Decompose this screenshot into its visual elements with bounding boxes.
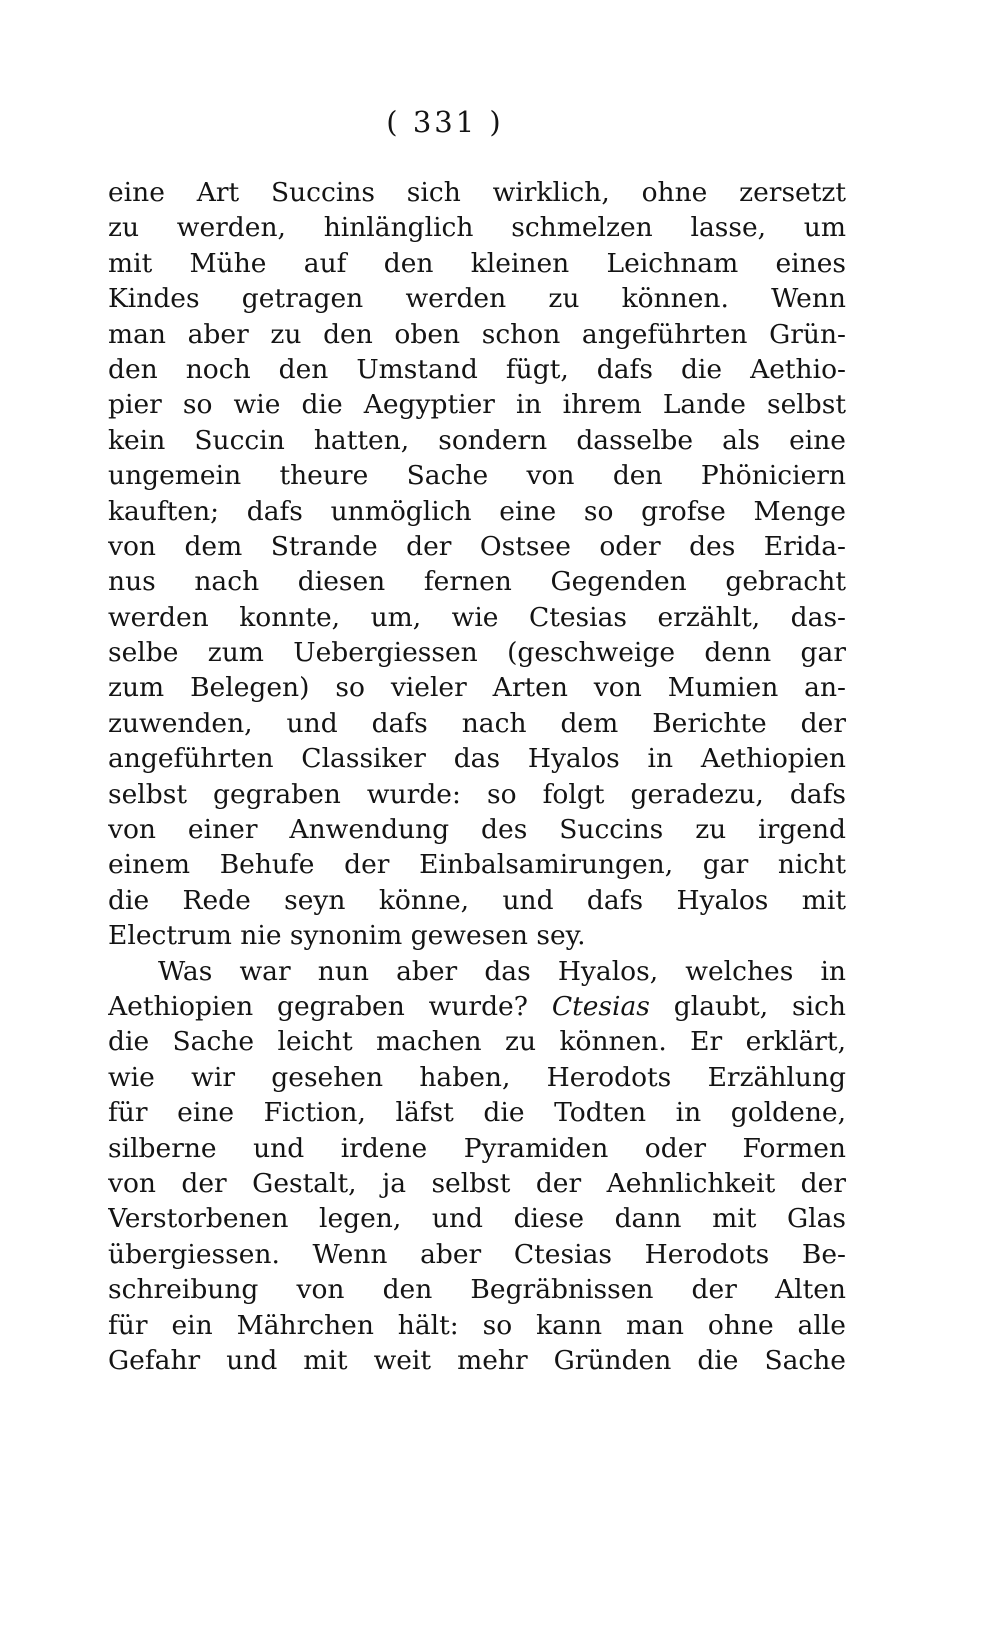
text-line: übergiessen. Wenn aber Ctesias Herodots Be-: [108, 1238, 846, 1270]
text-line: von der Gestalt, ja selbst der Aehnlichkeit der: [108, 1167, 846, 1199]
text-line: man aber zu den oben schon angeführten Grün-: [108, 318, 846, 350]
text-line: mit Mühe auf den kleinen Leichnam eines: [108, 247, 846, 279]
text-line: Kindes getragen werden zu können. Wenn: [108, 283, 846, 315]
text-line: von dem Strande der Ostsee oder des Erida-: [108, 530, 846, 562]
paragraph-2: [108, 954, 846, 1379]
text-line: ungemein theure Sache von den Phöniciern: [108, 460, 846, 492]
text-line: kauften; dafs unmöglich eine so grofse Menge: [108, 495, 846, 527]
text-line: die Rede seyn könne, und dafs Hyalos mit: [108, 884, 846, 916]
text-line: selbst gegraben wurde: so folgt geradezu, dafs: [108, 778, 846, 810]
text-line: den noch den Umstand fügt, dafs die Aethio-: [108, 353, 846, 385]
text-line: zum Belegen) so vieler Arten von Mumien an-: [108, 672, 846, 704]
text-line: zu werden, hinlänglich schmelzen lasse, um: [108, 212, 846, 244]
text-line: Electrum nie synonim gewesen sey.: [108, 920, 586, 952]
text-line: Gefahr und mit weit mehr Gründen die Sache: [108, 1344, 846, 1376]
text-line: selbe zum Uebergiessen (geschweige denn gar: [108, 637, 846, 669]
text-line: kein Succin hatten, sondern dasselbe als eine: [108, 424, 846, 456]
italic-name: Ctesias: [551, 990, 650, 1022]
page-number: ( 331 ): [386, 105, 504, 139]
text-line: für eine Fiction, läfst die Todten in goldene,: [108, 1097, 846, 1129]
text-line: von einer Anwendung des Succins zu irgend: [108, 814, 846, 846]
body-text: [108, 175, 846, 1378]
text-line: Verstorbenen legen, und diese dann mit Glas: [108, 1203, 846, 1235]
text-line: pier so wie die Aegyptier in ihrem Lande selbst: [108, 389, 846, 421]
text-line: schreibung von den Begräbnissen der Alten: [108, 1274, 846, 1306]
text-segment: Aethiopien gegraben wurde?: [108, 990, 528, 1022]
paragraph-1: [108, 175, 846, 954]
text-line: zuwenden, und dafs nach dem Berichte der: [108, 707, 846, 739]
text-line: angeführten Classiker das Hyalos in Aethiopien: [108, 743, 846, 775]
text-line: für ein Mährchen hält: so kann man ohne alle: [108, 1309, 846, 1341]
text-line: silberne und irdene Pyramiden oder Formen: [108, 1132, 846, 1164]
text-line-with-italic: [108, 989, 846, 1024]
text-segment: glaubt, sich: [673, 990, 846, 1022]
text-line: einem Behufe der Einbalsamirungen, gar nicht: [108, 849, 846, 881]
text-line: werden konnte, um, wie Ctesias erzählt, das-: [108, 601, 846, 633]
text-line: eine Art Succins sich wirklich, ohne zersetzt: [108, 177, 846, 208]
text-line: wie wir gesehen haben, Herodots Erzählung: [108, 1061, 846, 1093]
text-line: die Sache leicht machen zu können. Er erklärt,: [108, 1026, 846, 1058]
text-line: Was war nun aber das Hyalos, welches in: [158, 955, 846, 987]
text-line: nus nach diesen fernen Gegenden gebracht: [108, 566, 846, 598]
